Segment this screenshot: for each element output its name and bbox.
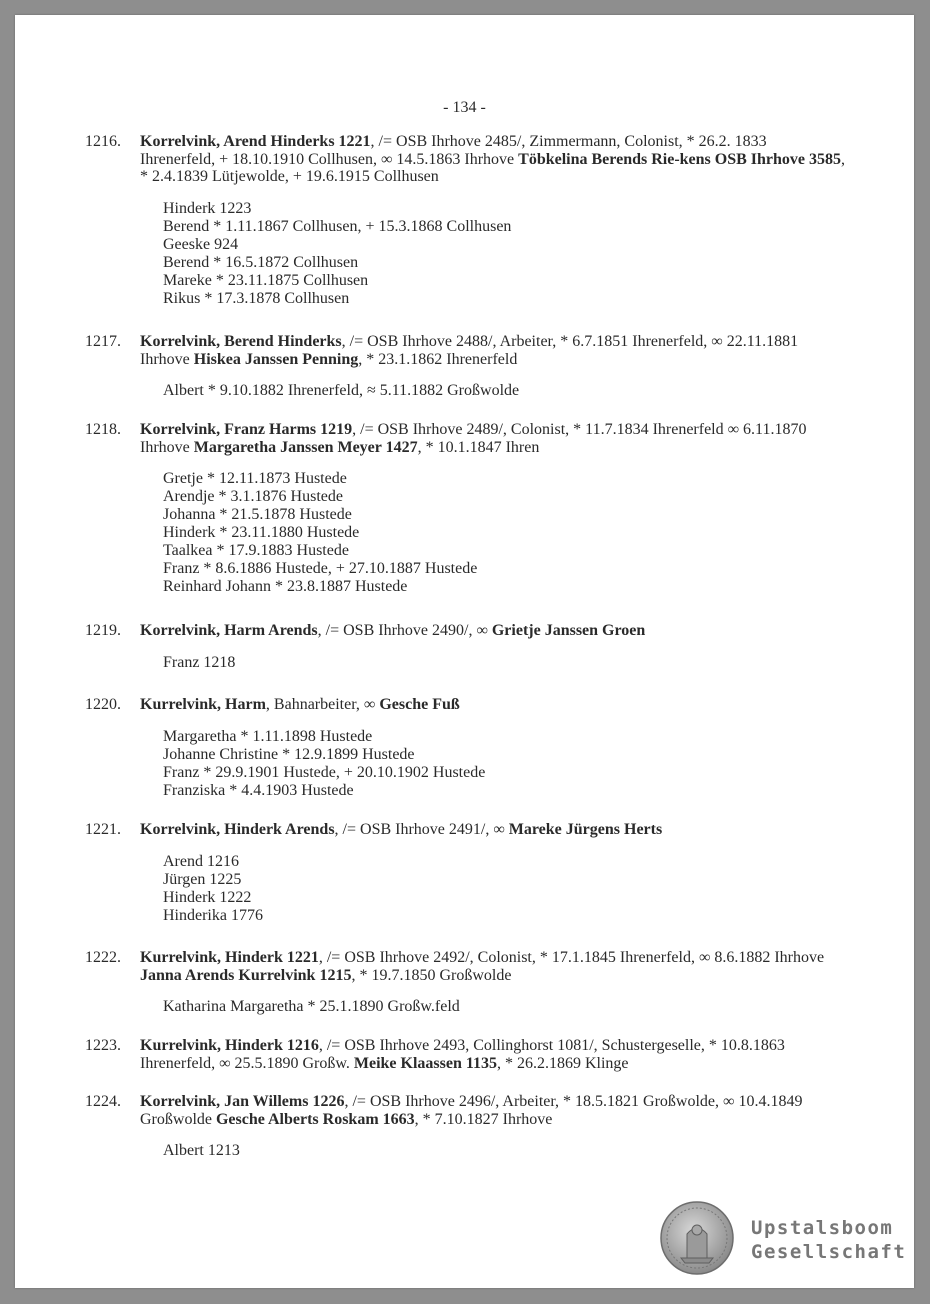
person-name: Töbkelina Berends Rie-kens OSB Ihrhove 3585 [518,150,842,168]
entry-text: , * 19.7.1850 Großwolde [351,966,512,984]
entry-heading [140,696,845,714]
children-list [163,382,845,400]
entry-number: 1222. [85,949,121,966]
document-page [15,15,914,1288]
entry-number: 1224. [85,1093,121,1110]
entry [85,1093,845,1160]
person-name: Hiskea Janssen Penning [193,350,359,368]
entry-text: , /= OSB Ihrhove 2491/, ∞ [334,821,509,838]
entry-text: , * 10.1.1847 Ihren [417,438,540,456]
entry [85,622,845,672]
entry [85,949,845,1016]
children-list [163,1142,845,1160]
entry-text: , Bahnarbeiter, ∞ [265,696,380,713]
person-name: Korrelvink, Arend Hinderks 1221 [140,133,371,150]
entry-text: , /= OSB Ihrhove 2496/, Arbeiter, * 18.5.1821 Großwolde, ∞ 10.4.1849 Großwolde [140,1093,803,1128]
child-entry: Reinhard Johann * 23.8.1887 Hustede [163,578,408,595]
child-entry: Hinderk * 23.11.1880 Hustede [163,524,360,541]
entry-text: , /= OSB Ihrhove 2488/, Arbeiter, * 6.7.1851 Ihrenerfeld, ∞ 22.11.1881 Ihrhove [140,333,799,368]
entry-number: 1217. [85,333,121,350]
person-name: Meike Klaassen 1135 [353,1054,497,1072]
person-name: Kurrelvink, Harm [140,696,266,713]
person-name: Mareke Jürgens Herts [508,821,663,838]
entry-heading [140,949,845,984]
children-list [163,200,845,308]
entry-heading [140,821,845,839]
logo-text [751,1216,906,1264]
entry-number: 1218. [85,421,121,438]
logo-line-1: Upstalsboom [751,1217,894,1239]
child-entry: Taalkea * 17.9.1883 Hustede [163,542,349,559]
entry-text: , * 7.10.1827 Ihrhove [414,1110,553,1128]
entry-number: 1219. [85,622,121,639]
child-entry: Franz * 8.6.1886 Hustede, + 27.10.1887 Hustede [163,560,478,577]
entry-heading [140,1093,845,1128]
child-entry: Hinderk 1223 [163,199,252,217]
children-list [163,654,845,672]
children-list [163,470,845,596]
entry-number: 1223. [85,1037,121,1054]
entry-text: , * 26.2.1869 Klinge [496,1054,629,1072]
child-entry: Franziska * 4.4.1903 Hustede [163,781,354,799]
entry-number: 1220. [85,696,121,713]
child-entry: Albert 1213 [163,1142,240,1159]
entry-heading [140,622,845,640]
entry-text: , /= OSB Ihrhove 2485/, Zimmermann, Colonist, * 26.2. 1833 Ihrenerfeld, + 18.10.1910 Collhusen, ∞ 14.5.1863 Ihrhove [140,133,767,168]
child-entry: Berend * 1.11.1867 Collhusen, + 15.3.1868 Collhusen [163,217,512,235]
seal-icon [659,1200,735,1276]
entry [85,421,845,596]
entry-text: , /= OSB Ihrhove 2489/, Colonist, * 11.7.1834 Ihrenerfeld ∞ 6.11.1870 Ihrhove [140,421,807,456]
entry-heading [140,333,845,368]
person-name: Korrelvink, Berend Hinderks [140,333,342,350]
person-name: Gesche Alberts Roskam 1663 [215,1110,415,1128]
child-entry: Arendje * 3.1.1876 Hustede [163,488,343,505]
child-entry: Arend 1216 [163,852,239,870]
person-name: Janna Arends Kurrelvink 1215 [140,966,352,984]
child-entry: Albert * 9.10.1882 Ihrenerfeld, ≈ 5.11.1882 Großwolde [163,382,520,399]
entry-text: , /= OSB Ihrhove 2493, Collinghorst 1081/, Schustergeselle, * 10.8.1863 Ihrenerfeld, ∞ 25.5.1890 Großw. [140,1037,785,1072]
person-name: Kurrelvink, Hinderk 1221 [140,949,319,966]
entry-text: , /= OSB Ihrhove 2492/, Colonist, * 17.1.1845 Ihrenerfeld, ∞ 8.6.1882 Ihrhove [318,949,825,966]
entry-text: , /= OSB Ihrhove 2490/, ∞ [317,622,492,639]
child-entry: Hinderk 1222 [163,888,252,906]
entry-heading [140,133,845,186]
child-entry: Hinderika 1776 [163,906,263,924]
entry-number: 1221. [85,821,121,838]
entry-text: , * 2.4.1839 Lütjewolde, + 19.6.1915 Collhusen [140,150,846,185]
entry-heading [140,421,845,456]
child-entry: Margaretha * 1.11.1898 Hustede [163,727,373,745]
entry [85,821,845,925]
person-name: Grietje Janssen Groen [491,622,646,639]
person-name: Margaretha Janssen Meyer 1427 [193,438,418,456]
child-entry: Johanne Christine * 12.9.1899 Hustede [163,745,415,763]
child-entry: Johanna * 21.5.1878 Hustede [163,506,352,523]
child-entry: Gretje * 12.11.1873 Hustede [163,470,347,487]
children-list [163,728,845,800]
child-entry: Jürgen 1225 [163,870,242,888]
page-number: - 134 - [443,99,486,116]
child-entry: Katharina Margaretha * 25.1.1890 Großw.feld [163,998,460,1015]
entry [85,133,845,308]
entry [85,696,845,800]
person-name: Korrelvink, Harm Arends [140,622,318,639]
child-entry: Franz 1218 [163,653,236,671]
child-entry: Geeske 924 [163,235,239,253]
person-name: Kurrelvink, Hinderk 1216 [140,1037,319,1054]
child-entry: Franz * 29.9.1901 Hustede, + 20.10.1902 Hustede [163,763,486,781]
child-entry: Mareke * 23.11.1875 Collhusen [163,271,369,289]
children-list [163,998,845,1016]
person-name: Korrelvink, Franz Harms 1219 [140,421,353,438]
entry [85,333,845,400]
logo-line-2: Gesellschaft [751,1241,907,1263]
child-entry: Rikus * 17.3.1878 Collhusen [163,289,350,307]
entry-text: , * 23.1.1862 Ihrenerfeld [358,350,518,368]
child-entry: Berend * 16.5.1872 Collhusen [163,253,359,271]
person-name: Gesche Fuß [379,696,460,713]
person-name: Korrelvink, Jan Willems 1226 [140,1093,345,1110]
society-logo [659,1200,909,1275]
entry-number: 1216. [85,133,121,150]
person-name: Korrelvink, Hinderk Arends [140,821,335,838]
children-list [163,853,845,925]
entry [85,1037,845,1072]
entry-heading [140,1037,845,1072]
